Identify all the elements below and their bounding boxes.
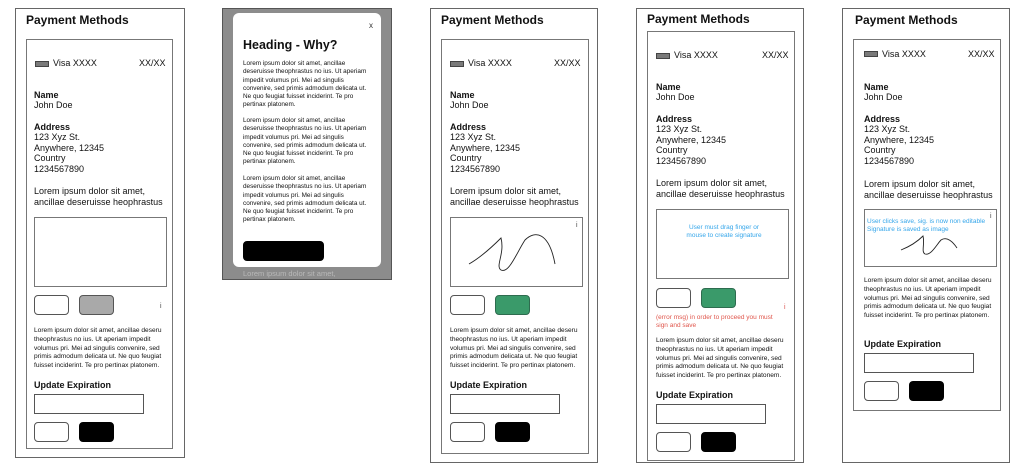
signature-pad[interactable] <box>450 217 583 287</box>
lead-text: Lorem ipsum dolor sit amet, ancillae deseruisse heophrastus <box>656 178 785 199</box>
address-block <box>864 124 934 166</box>
error-message: (error msg) in order to proceed you must sign and save <box>656 314 773 329</box>
address-line-2: Anywhere, 12345 <box>34 142 105 153</box>
screen-3 <box>430 8 598 463</box>
lead-text: Lorem ipsum dolor sit amet, ancillae deseruisse heophrastus <box>450 186 579 207</box>
name-label: Name <box>450 90 475 100</box>
address-line-3: Country <box>34 153 66 163</box>
close-icon[interactable]: x <box>369 21 373 30</box>
name-label: Name <box>656 82 681 92</box>
update-expiration-label: Update Expiration <box>656 390 734 400</box>
address-label: Address <box>656 114 693 124</box>
credit-card-icon <box>35 61 49 67</box>
card-expiry: XX/XX <box>968 49 995 59</box>
modal-paragraph-1: Lorem ipsum dolor sit amet, ancillae deseruisse theophrastus no ius. Ut aperiam impedit volumus pri. Mei ad singulis convenire, sed primis admodum delicata ut. Ne quo feugiat fuisset inciderint. Te pro pertinax platonem. <box>243 60 367 109</box>
expiration-input[interactable] <box>656 404 766 424</box>
save-button-disabled[interactable] <box>79 295 114 315</box>
address-line-2: Anywhere, 12345 <box>864 134 935 145</box>
expiration-input[interactable] <box>450 394 560 414</box>
address-line-3: Country <box>656 145 688 155</box>
address-block <box>656 124 726 166</box>
body-text: Lorem ipsum dolor sit amet, ancillae deseru theophrastus no ius. Ut aperiam impedit volumus pri. Mei ad singulis convenire, sed primis admodum delicata ut. Ne quo feugiat fuisset inciderint. Te pro pertinax platonem. <box>34 327 162 370</box>
cancel-button[interactable] <box>864 381 899 401</box>
address-line-3: Country <box>864 145 896 155</box>
signature-drawing <box>451 218 584 288</box>
screen-5 <box>842 8 1010 463</box>
cancel-button[interactable] <box>34 422 69 442</box>
signature-pad[interactable] <box>656 209 789 279</box>
address-label: Address <box>34 122 71 132</box>
info-icon[interactable]: i <box>784 304 786 311</box>
update-expiration-label: Update Expiration <box>34 380 112 390</box>
update-button[interactable] <box>79 422 114 442</box>
modal-overlay <box>222 8 392 280</box>
name-value: John Doe <box>450 100 489 110</box>
clear-button[interactable] <box>450 295 485 315</box>
screen-1 <box>15 8 185 458</box>
address-line-2: Anywhere, 12345 <box>656 134 727 145</box>
body-text: Lorem ipsum dolor sit amet, ancillae deseru theophrastus no ius. Ut aperiam impedit volumus pri. Mei ad singulis convenire, sed primis admodum delicata ut. Ne quo feugiat fuisset inciderint. Te pro pertinax platonem. <box>450 327 578 370</box>
address-label: Address <box>450 122 487 132</box>
signature-hint: User must drag finger or mouse to create signature <box>686 224 762 239</box>
address-label: Address <box>864 114 901 124</box>
cancel-button[interactable] <box>450 422 485 442</box>
card-expiry: XX/XX <box>554 58 581 68</box>
credit-card-icon <box>450 61 464 67</box>
address-line-4: 1234567890 <box>864 155 915 166</box>
address-line-1: 123 Xyz St. <box>450 132 497 142</box>
expiration-input[interactable] <box>34 394 144 414</box>
cancel-button[interactable] <box>656 432 691 452</box>
payment-card <box>26 39 173 449</box>
card-label: Visa XXXX <box>468 58 512 68</box>
modal-paragraph-2: Lorem ipsum dolor sit amet, ancillae deseruisse theophrastus no ius. Ut aperiam impedit volumus pri. Mei ad singulis convenire, sed primis admodum delicata ut. Ne quo feugiat fuisset inciderint. Te pro pertinax platonem. <box>243 117 367 166</box>
modal-heading: Heading - Why? <box>243 38 338 52</box>
name-value: John Doe <box>656 92 695 102</box>
address-line-1: 123 Xyz St. <box>656 124 703 134</box>
saved-signature-drawing <box>865 210 998 268</box>
card-label: Visa XXXX <box>882 49 926 59</box>
name-value: John Doe <box>34 100 73 110</box>
address-line-4: 1234567890 <box>656 155 707 166</box>
expiration-input[interactable] <box>864 353 974 373</box>
body-text: Lorem ipsum dolor sit amet, ancillae deseru theophrastus no ius. Ut aperiam impedit volumus pri. Mei ad singulis convenire, sed primis admodum delicata ut. Ne quo feugiat fuisset inciderint. Te pro pertinax platonem. <box>656 337 784 380</box>
payment-card <box>853 39 1001 411</box>
address-line-3: Country <box>450 153 482 163</box>
page-title: Payment Methods <box>26 13 129 27</box>
page-title: Payment Methods <box>855 13 958 27</box>
screen-4 <box>636 8 804 463</box>
modal-paragraph-3: Lorem ipsum dolor sit amet, ancillae deseruisse theophrastus no ius. Ut aperiam impedit volumus pri. Mei ad singulis convenire, sed primis admodum delicata ut. Ne quo feugiat fuisset inciderint. Te pro pertinax platonem. <box>243 175 367 224</box>
address-line-1: 123 Xyz St. <box>34 132 81 142</box>
info-icon[interactable]: i <box>990 213 992 220</box>
page-title: Payment Methods <box>441 13 544 27</box>
clear-button[interactable] <box>34 295 69 315</box>
clear-button[interactable] <box>656 288 691 308</box>
address-line-4: 1234567890 <box>450 163 501 174</box>
modal-action-button[interactable] <box>243 241 324 261</box>
card-expiry: XX/XX <box>139 58 166 68</box>
info-icon[interactable]: i <box>160 303 162 310</box>
save-button[interactable] <box>495 295 530 315</box>
info-icon[interactable]: i <box>576 222 578 229</box>
body-text: Lorem ipsum dolor sit amet, ancillae deseru theophrastus no ius. Ut aperiam impedit volumus pri. Mei ad singulis convenire, sed primis admodum delicata ut. Ne quo feugiat fuisset inciderint. Te pro pertinax platonem. <box>864 277 992 320</box>
update-button[interactable] <box>909 381 944 401</box>
update-button[interactable] <box>495 422 530 442</box>
modal-dialog <box>233 13 381 267</box>
saved-signature-note: User clicks save, sig. is now non editable Signature is saved as image <box>867 218 986 233</box>
name-value: John Doe <box>864 92 903 102</box>
save-button[interactable] <box>701 288 736 308</box>
lead-text: Lorem ipsum dolor sit amet, ancillae deseruisse heophrastus <box>864 179 993 200</box>
page-title: Payment Methods <box>647 12 750 26</box>
name-label: Name <box>34 90 59 100</box>
lead-text: Lorem ipsum dolor sit amet, ancillae deseruisse heophrastus <box>34 186 163 207</box>
update-button[interactable] <box>701 432 736 452</box>
address-block <box>34 132 104 174</box>
signature-pad[interactable] <box>34 217 167 287</box>
credit-card-icon <box>656 53 670 59</box>
update-expiration-label: Update Expiration <box>450 380 528 390</box>
update-expiration-label: Update Expiration <box>864 339 942 349</box>
payment-card <box>647 31 795 461</box>
card-label: Visa XXXX <box>53 58 97 68</box>
card-expiry: XX/XX <box>762 50 789 60</box>
payment-card <box>441 39 589 454</box>
signature-image <box>864 209 997 267</box>
name-label: Name <box>864 82 889 92</box>
address-line-2: Anywhere, 12345 <box>450 142 521 153</box>
faded-background-text: Lorem ipsum dolor sit amet, <box>243 269 336 278</box>
credit-card-icon <box>864 51 878 57</box>
address-line-4: 1234567890 <box>34 163 85 174</box>
address-block <box>450 132 520 174</box>
address-line-1: 123 Xyz St. <box>864 124 911 134</box>
card-label: Visa XXXX <box>674 50 718 60</box>
